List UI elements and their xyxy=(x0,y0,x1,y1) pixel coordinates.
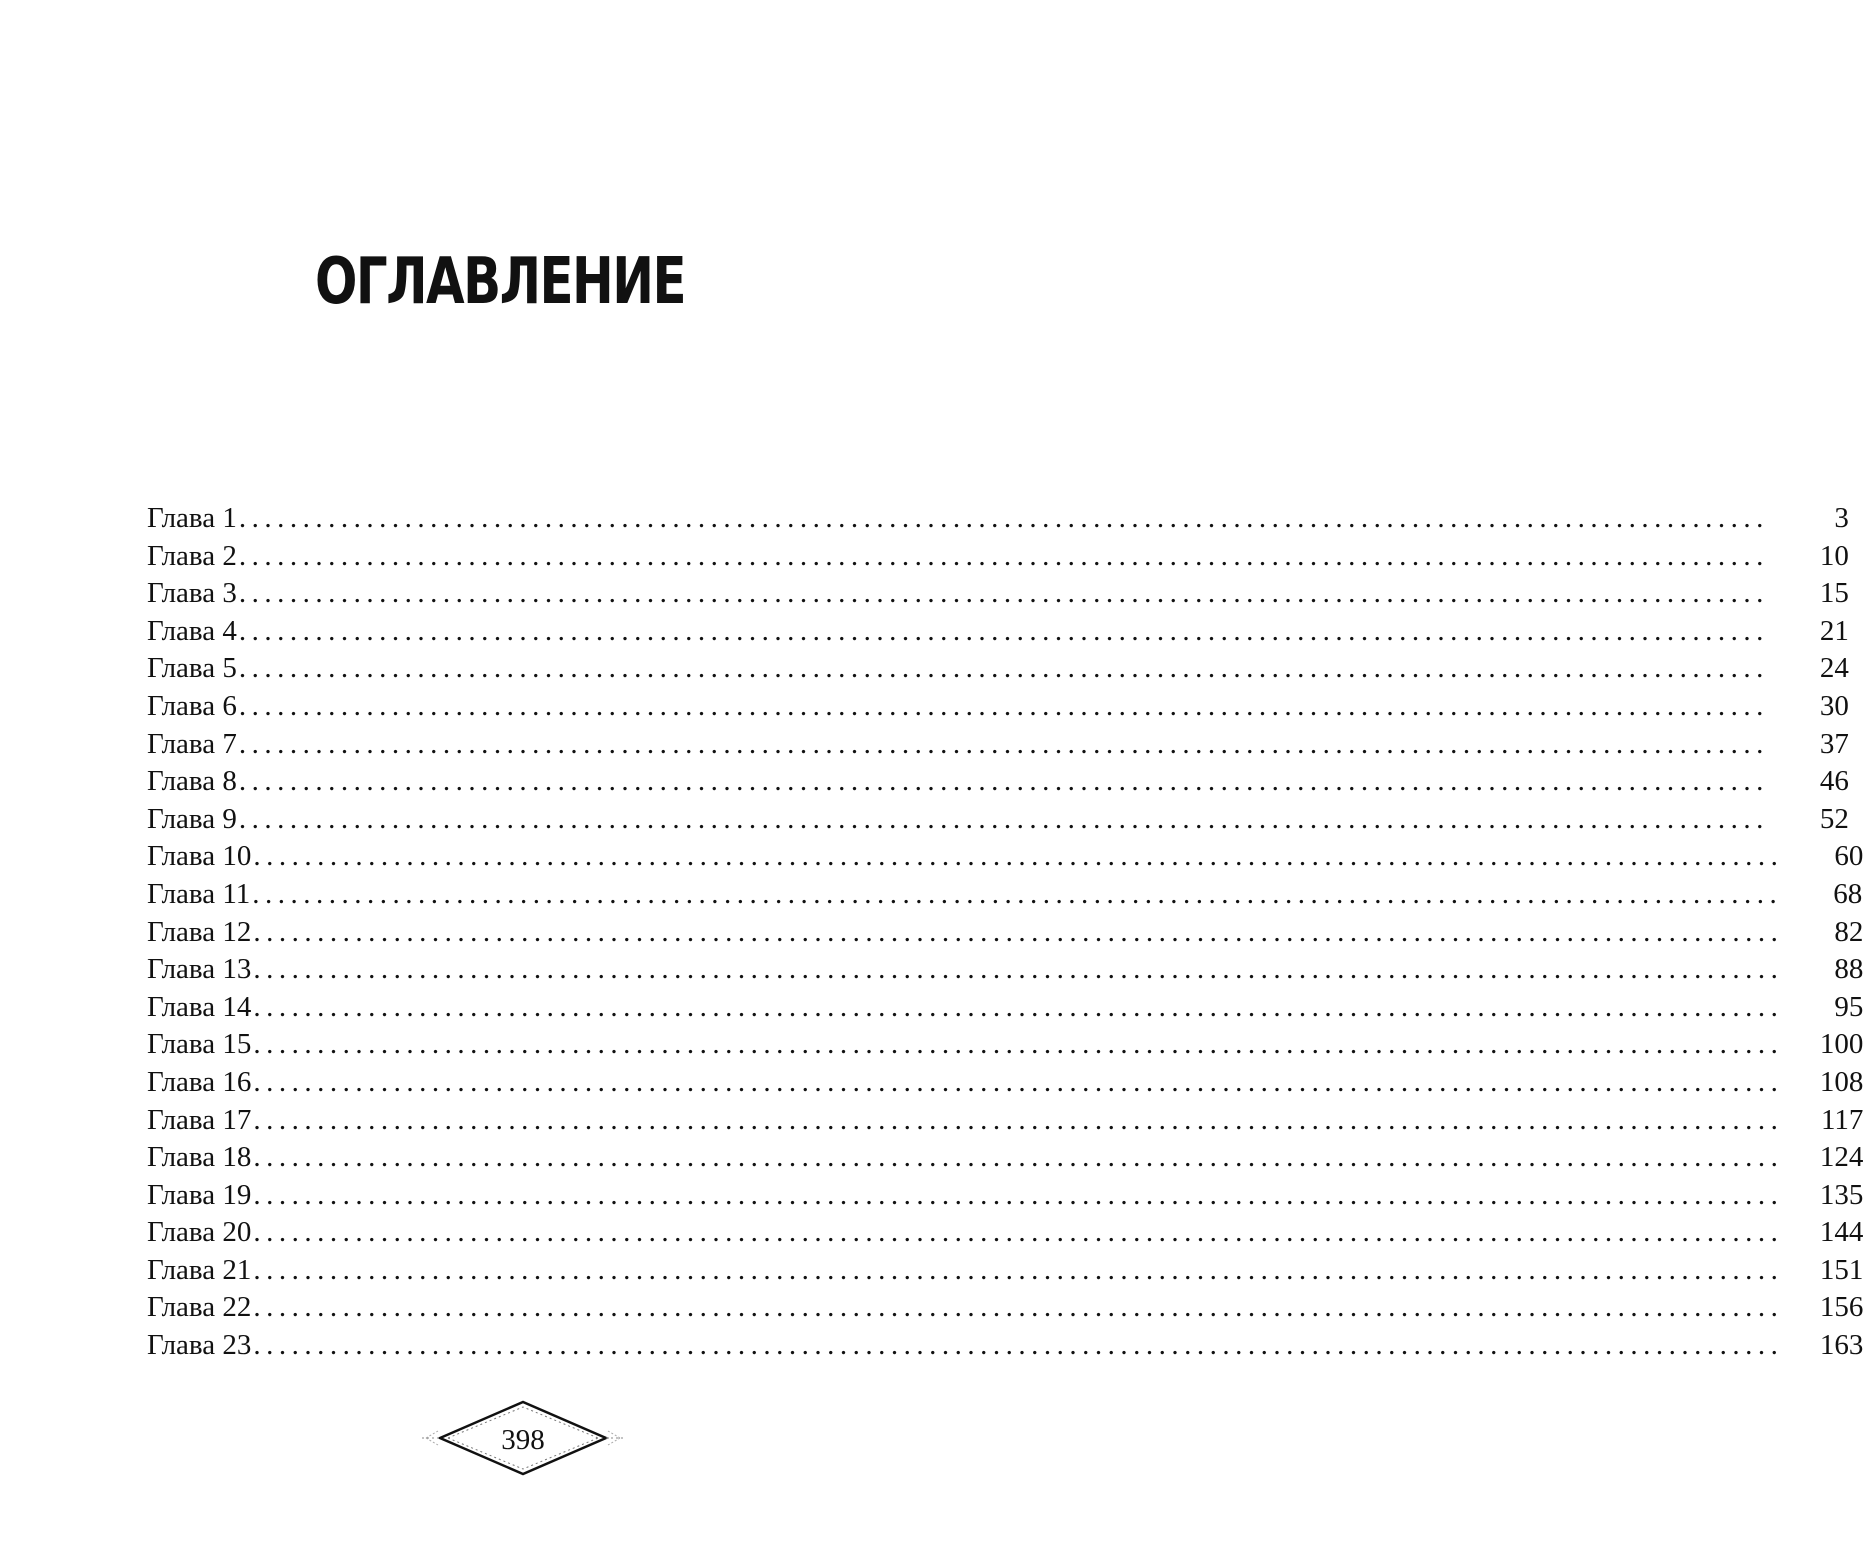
toc-entry-page: 52 xyxy=(1819,802,1849,835)
toc-entry-label: Глава 15 xyxy=(147,1028,252,1061)
toc-entry-page: 30 xyxy=(1819,689,1849,722)
toc-dot-leader: ........................................................................................................................ xyxy=(238,727,1769,760)
toc-dot-leader: ........................................................................................................................ xyxy=(253,915,1784,948)
toc-entry xyxy=(147,575,1849,613)
toc-entry-label: Глава 17 xyxy=(147,1103,252,1136)
toc-entry-label: Глава 12 xyxy=(147,915,252,948)
toc-entry-page: 124 xyxy=(1819,1141,1863,1174)
toc-dot-leader: ........................................................................................................................ xyxy=(253,1291,1784,1324)
toc-entry-page: 144 xyxy=(1819,1216,1863,1249)
toc-entry-page: 37 xyxy=(1819,727,1849,760)
toc-entry xyxy=(147,688,1849,726)
toc-entry-label: Глава 10 xyxy=(147,840,252,873)
toc-entry-label: Глава 19 xyxy=(147,1178,252,1211)
toc-entry xyxy=(147,613,1849,651)
toc-dot-leader: ........................................................................................................................ xyxy=(253,840,1784,873)
toc-entry-page: 60 xyxy=(1834,840,1863,873)
toc-entry-label: Глава 5 xyxy=(147,652,237,685)
toc-entry xyxy=(147,1252,1863,1290)
toc-dot-leader: ........................................................................................................................ xyxy=(238,652,1769,685)
toc-entry-page: 88 xyxy=(1834,953,1863,986)
toc-entry-label: Глава 16 xyxy=(147,1065,252,1098)
toc-entry-label: Глава 2 xyxy=(147,539,237,572)
toc-entry xyxy=(147,726,1849,764)
toc-entry-label: Глава 21 xyxy=(147,1253,252,1286)
toc-entry xyxy=(147,1064,1863,1102)
toc-dot-leader: ........................................................................................................................ xyxy=(253,1253,1784,1286)
toc-entry xyxy=(147,876,1863,914)
toc-dot-leader: ........................................................................................................................ xyxy=(253,1065,1784,1098)
toc-entry-page: 46 xyxy=(1819,765,1849,798)
toc-dot-leader: ........................................................................................................................ xyxy=(253,1028,1784,1061)
toc-entry-label: Глава 4 xyxy=(147,614,237,647)
toc-entry-page: 135 xyxy=(1819,1178,1863,1211)
toc-entry xyxy=(147,1214,1863,1252)
toc-entry-page: 156 xyxy=(1819,1291,1863,1324)
toc-entry-label: Глава 13 xyxy=(147,953,252,986)
toc-entry-page: 82 xyxy=(1834,915,1863,948)
page-title: ОГЛАВЛЕНИЕ xyxy=(314,245,686,319)
toc-dot-leader: ........................................................................................................................ xyxy=(253,1178,1784,1211)
toc-dot-leader: ........................................................................................................................ xyxy=(253,990,1784,1023)
toc-entry xyxy=(147,989,1863,1027)
toc-entry xyxy=(147,1026,1863,1064)
toc-entry xyxy=(147,838,1863,876)
toc-entry xyxy=(147,801,1849,839)
toc-entry-label: Глава 3 xyxy=(147,577,237,610)
toc-dot-leader: ........................................................................................................................ xyxy=(238,577,1769,610)
toc-dot-leader: ........................................................................................................................ xyxy=(253,1329,1784,1362)
toc-entry-label: Глава 23 xyxy=(147,1329,252,1362)
toc-dot-leader: ........................................................................................................................ xyxy=(253,1141,1784,1174)
toc-entry-label: Глава 11 xyxy=(147,877,251,910)
toc-entry xyxy=(147,1289,1863,1327)
toc-entry-label: Глава 22 xyxy=(147,1291,252,1324)
toc-entry-page: 95 xyxy=(1834,990,1863,1023)
toc-entry-label: Глава 7 xyxy=(147,727,237,760)
toc-entry-page: 100 xyxy=(1819,1028,1863,1061)
toc-entry xyxy=(147,1327,1863,1365)
toc-entry xyxy=(147,1177,1863,1215)
toc-entry-page: 117 xyxy=(1820,1103,1863,1136)
toc-dot-leader: ........................................................................................................................ xyxy=(253,1216,1784,1249)
toc-entry-page: 68 xyxy=(1833,877,1863,910)
toc-entry-label: Глава 6 xyxy=(147,689,237,722)
toc-dot-leader: ........................................................................................................................ xyxy=(238,689,1769,722)
toc-entry-page: 108 xyxy=(1819,1065,1863,1098)
toc-entry-label: Глава 20 xyxy=(147,1216,252,1249)
toc-entry-label: Глава 1 xyxy=(147,502,237,534)
toc-dot-leader: ........................................................................................................................ xyxy=(253,953,1784,986)
toc-entry-page: 21 xyxy=(1819,614,1849,647)
toc-dot-leader: ........................................................................................................................ xyxy=(238,614,1769,647)
toc-dot-leader: ........................................................................................................................ xyxy=(253,1103,1784,1136)
page-number: 398 xyxy=(501,1424,545,1456)
toc-entry-label: Глава 8 xyxy=(147,765,237,798)
toc-entry-page: 24 xyxy=(1819,652,1849,685)
toc-entry xyxy=(147,538,1849,576)
toc-entry-page: 151 xyxy=(1819,1253,1863,1286)
toc-entry xyxy=(147,650,1849,688)
toc-entry-label: Глава 14 xyxy=(147,990,252,1023)
toc-entry-page: 15 xyxy=(1819,577,1849,610)
toc-entry xyxy=(147,1139,1863,1177)
toc-entry xyxy=(147,951,1863,989)
toc-entry-page: 10 xyxy=(1819,539,1849,572)
toc-dot-leader: ........................................................................................................................ xyxy=(238,502,1769,534)
toc-entry-label: Глава 9 xyxy=(147,802,237,835)
toc-entry-label: Глава 18 xyxy=(147,1141,252,1174)
table-of-contents xyxy=(147,500,1863,1365)
toc-entry xyxy=(147,500,1849,538)
toc-entry-page: 3 xyxy=(1834,502,1849,534)
toc-dot-leader: ........................................................................................................................ xyxy=(238,802,1769,835)
toc-dot-leader: ........................................................................................................................ xyxy=(252,877,1783,910)
toc-dot-leader: ........................................................................................................................ xyxy=(238,765,1769,798)
toc-entry-page: 163 xyxy=(1819,1329,1863,1362)
toc-entry xyxy=(147,763,1849,801)
toc-entry xyxy=(147,1102,1863,1140)
toc-entry xyxy=(147,914,1863,952)
toc-dot-leader: ........................................................................................................................ xyxy=(238,539,1769,572)
